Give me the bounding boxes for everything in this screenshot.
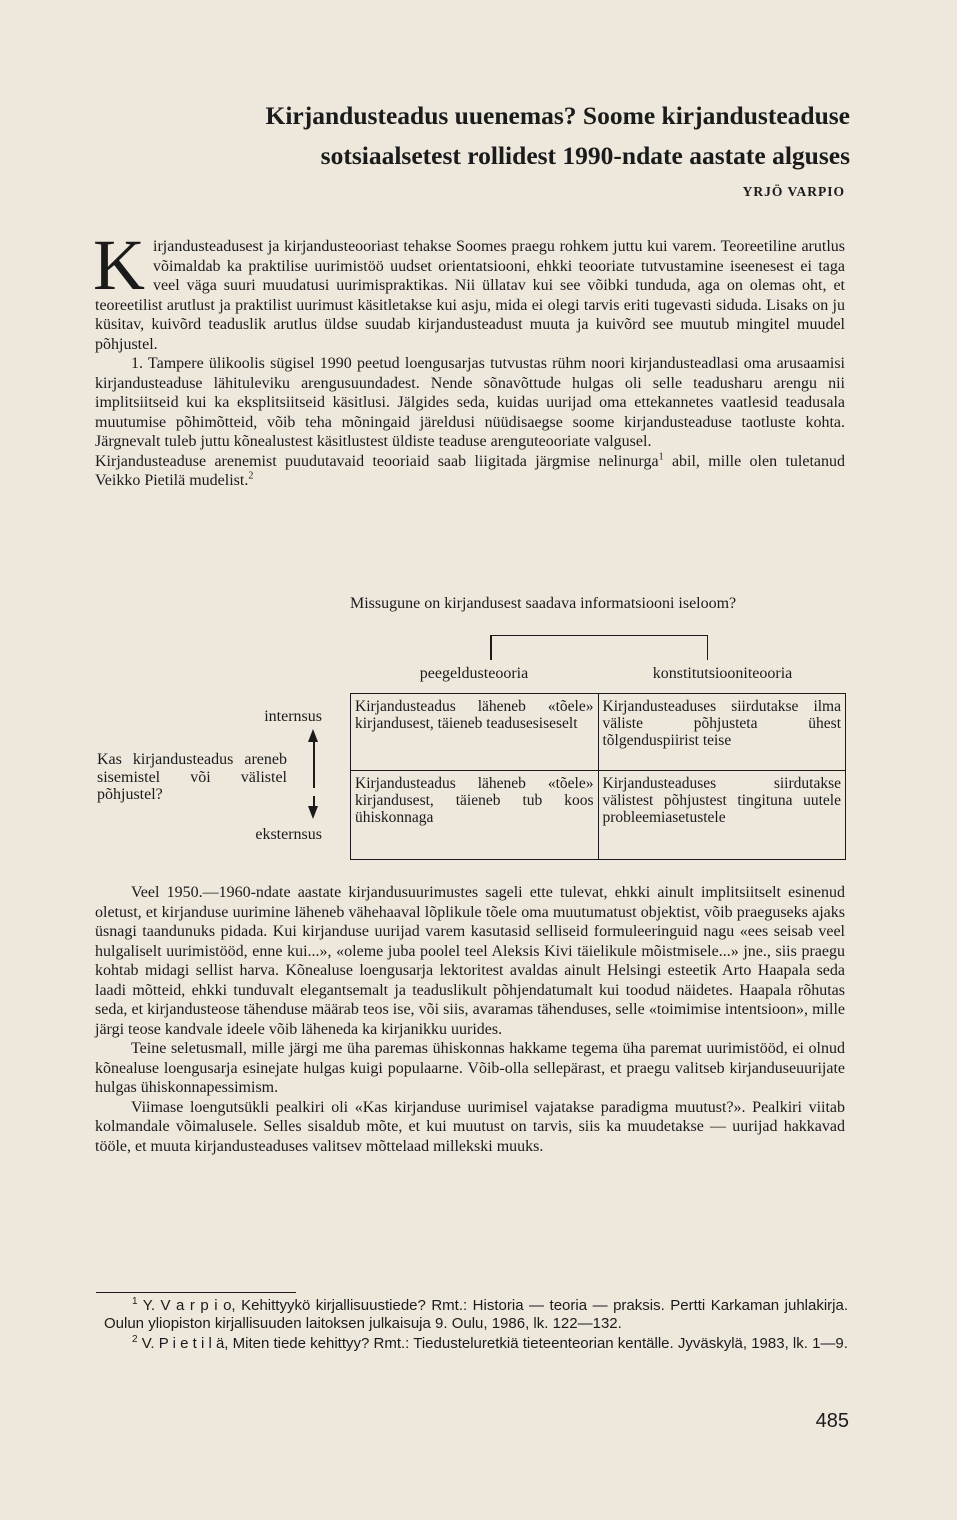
author: YRJÖ VARPIO — [742, 184, 845, 199]
article-title — [150, 96, 850, 176]
footnote-text-2: V. P i e t i l ä, Miten tiede kehittyy? Rmt.: Tiedusteluretkiä tieteenteorian kentälle. Jyväskylä, 1983, lk. 1—9. — [137, 1335, 848, 1352]
footnote-1 — [104, 1297, 848, 1333]
footnote-ref-1: 1 — [658, 451, 664, 463]
cell-ekstern-peegeldus: Kirjandusteadus läheneb «tõele» kirjandusest, täieneb tub koos ühiskonnaga — [351, 771, 599, 860]
table-row-internsus — [351, 694, 846, 771]
footnote-2 — [104, 1335, 848, 1353]
diagram-bracket — [490, 635, 708, 660]
cell-intern-konstitutsioon: Kirjandusteaduses siirdutakse ilma väliste põhjusteta ühest tõlgenduspiirist teise — [598, 694, 846, 771]
footnote-mark-1: 1 — [132, 1296, 138, 1307]
main-section — [95, 883, 845, 1156]
label-internsus: internsus — [264, 708, 322, 725]
cell-ekstern-konstitutsioon: Kirjandusteaduses siirdutakse välistest põhjustest tingituna uutele probleemiasetustele — [598, 771, 846, 860]
theory-quadrant-table — [350, 693, 846, 860]
paragraph-teine: Teine seletusmall, mille järgi me üha paremas ühiskonnas hakkame tegema üha paremat uurimistööd, ei olnud kõnealuse loengusarja esinejate hulgas kuigi populaarne. Võib-olla sellepärast, et praegu valitseb kirjanduseuurijate hulgas ühiskonnapessimism. — [95, 1040, 845, 1096]
footnote-mark-2: 2 — [132, 1334, 138, 1345]
intro-section — [93, 225, 845, 491]
footnotes — [104, 1297, 848, 1355]
intro-text: irjandusteadusest ja kirjandusteooriast tehakse Soomes praegu rohkem juttu kui varem. Teoreetiline arutlus võimaldab ka praktilise uurimistöö uudset orientatsiooni, ehkki teooriate tutvustamine iseenesest ei taga veel väga suuri muudatusi uurimispraktikas. Nii üllatav kui see võibki tunduda, aga on olemas oht, et teoreetilist arutlust ja praktilist uurimust käsitletakse kui asju, mida ei olegi tarvis eriti tugevasti siduda. Lisaks on ju küsitav, kuivõrd teaduslik arutlus üldse suudab kirjandusteadust muuta ja kuivõrd see muutub mingitel muudel põhjustel. — [95, 238, 845, 353]
paragraph-1: 1. Tampere ülikoolis sügisel 1990 peetud loengusarjas tutvustas rühm noori kirjandusteadlasi oma arusaamisi kirjandusteaduse lähituleviku arengusuundadest. Nende sõnavõttude hulgas oli selle teadusharu arengu nii implitsiitseid kui ka eksplitsiitseid käsitlusi. Jälgides seda, kuidas uurijad oma ettekannetes vaatlesid teadusala muutumise põhimõtteid, võib teha mõningaid järeldusi nüüdisaegse soome kirjandusteaduse taotluste kohta. Järgnevalt tuleb juttu kõnealustest käsitlustest üldiste teaduse arenguteooriate valgusel. — [95, 355, 845, 450]
intro-paragraph — [93, 225, 845, 354]
side-question: Kas kirjandusteadus areneb sisemistel või välistel põhjustel? — [97, 751, 287, 803]
paragraph-nelinurk — [95, 452, 845, 491]
title-line-1: Kirjandusteadus uuenemas? Soome kirjandusteaduse — [265, 101, 850, 130]
paragraph-veel: Veel 1950.—1960-ndate aastate kirjandusuurimustes sageli ette tulevat, ehkki ainult implitsiitselt esinenud oletust, et kirjanduse uurimine läheneb vähehaaval lõplikule tõele oma muutumatust objektist, võib praeguseks ajaks üsnagi taandunuks pidada. Kui kirjanduse uurijad varem kasutasid selliseid formuleeringuid nagu «ees seisab veel hulgaliselt uurimistööd, enne kui...», «oleme juba poolel teel Aleksis Kivi täielikule mõistmisele...» jne., siis praegu kohtab midagi sellist harva. Kõnealuse loengusarja lektoritest avaldas ainult Helsingi esteetik Arto Haapala seda laadi mõtteid, ehkki tunduvalt elegantsemalt ja teaduslikult põhjendatumalt kui toodud näidetes. Haapala rõhutas seda, et kirjandusteose tähenduse määrab teos ise, või siis, avaramas tähenduses, selle «toimimise intentsioon», mille järgi teose kandvale ideele võib läheneda ka kirjanikku uurides. — [95, 884, 845, 1038]
footnote-text-1: Y. V a r p i o, Kehittyykö kirjallisuustiede? Rmt.: Historia — teoria — praksis. Pertti Karkaman juhlakirja. Oulun yliopiston kirjallisuuden laitoksen julkaisuja 9. Oulu, 1986, lk. 122—132. — [104, 1297, 848, 1332]
arrow-shaft-upper — [313, 740, 315, 788]
arrow-down-icon — [308, 806, 318, 819]
paragraph-viimase: Viimase loengutsükli pealkiri oli «Kas kirjanduse uurimisel vajatakse paradigma muutust?». Pealkiri viitab kolmandale võimalusele. Selles sisaldub mõte, et kui muutust on tarvis, siis ka muudetakse — uurijad hakkavad tööle, et muuta kirjandusteaduses valitsev mõttelaad millekski muuks. — [95, 1098, 845, 1155]
diagram-question: Missugune on kirjandusest saadava informatsiooni iseloom? — [350, 595, 737, 612]
cell-intern-peegeldus: Kirjandusteadus läheneb «tõele» kirjandusest, täieneb teadusesiseselt — [351, 694, 599, 771]
page-number: 485 — [815, 1410, 849, 1432]
column-header-konstitutsiooniteooria: konstitutsiooniteooria — [652, 665, 793, 682]
nelinurk-text: Kirjandusteaduse arenemist puudutavaid teooriaid saab liigitada järgmise nelinurga — [95, 452, 659, 470]
title-line-2: sotsiaalsetest rollidest 1990-ndate aastate alguses — [320, 141, 850, 170]
table-row-eksternsus — [351, 771, 846, 860]
nelinurk-text-2: abil, mille olen tuletanud Veikko Pietilä mudelist. — [95, 452, 845, 489]
footnote-ref-2: 2 — [248, 470, 254, 482]
column-header-peegeldusteooria: peegeldusteooria — [419, 665, 529, 682]
label-eksternsus: eksternsus — [255, 826, 322, 843]
drop-cap: K — [93, 225, 145, 305]
footnote-rule — [96, 1292, 296, 1293]
